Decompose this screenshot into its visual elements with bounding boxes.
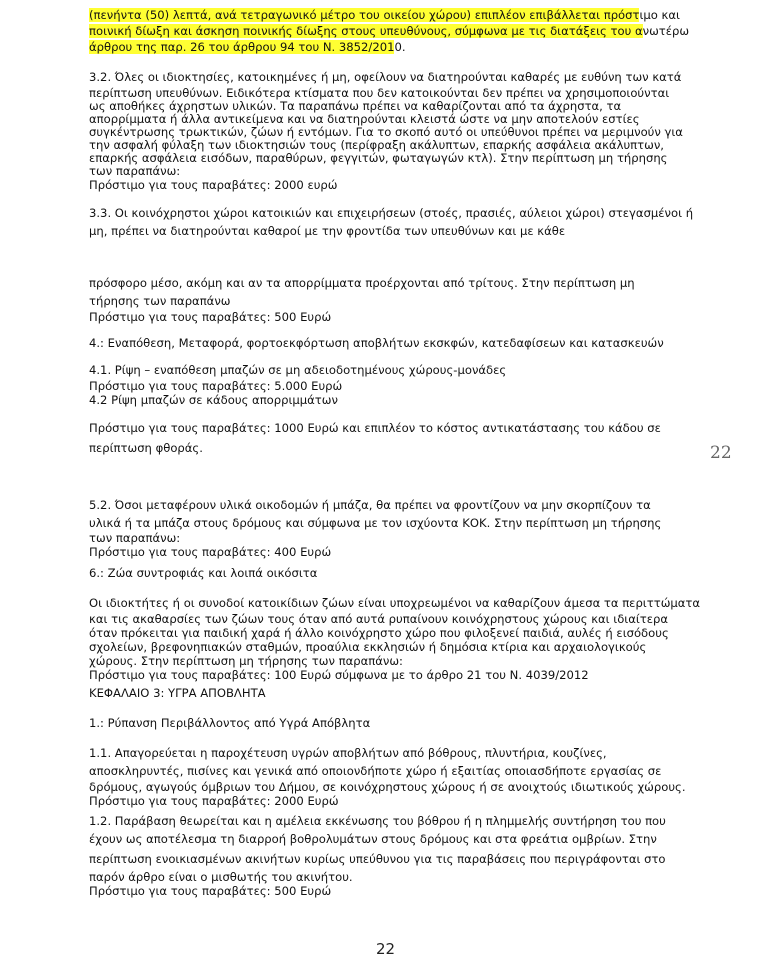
page-number-side: 22 [710, 443, 732, 463]
section-3-3-line: πρόσφορο μέσο, ακόμη και αν τα απορρίμματα προέρχονται από τρίτους. Στην περίπτωση μη [89, 276, 635, 290]
section-3-2-line: των παραπάνω: [89, 164, 181, 178]
section-6-line: Οι ιδιοκτήτες ή οι συνοδοί κατοικίδιων ζώων είναι υποχρεωμένοι να καθαρίζουν άμεσα τα περιττώματα [89, 596, 701, 610]
text: 0. [394, 40, 406, 54]
highlighted-text: (πενήντα (50) λεπτά, ανά τετραγωνικό μέτρο του οικείου χώρου) επιπλέον επιβάλλεται πρόστ [89, 8, 640, 22]
section-1-1-line: δρόμους, αγωγούς όμβριων του Δήμου, σε κοινόχρηστους χώρους ή σε ανοιχτούς ιδιωτικούς χώρους. [89, 780, 686, 794]
section-6-line: χώρους. Στην περίπτωση μη τήρησης των παραπάνω: [89, 654, 403, 668]
fine-line: Πρόστιμο για τους παραβάτες: 2000 Ευρώ [89, 794, 339, 808]
section-3-2-line: περίπτωση υπευθύνων. Ειδικότερα κτίσματα που δεν κατοικούνται δεν πρέπει να χρησιμοποιούνται [89, 86, 670, 100]
section-4-heading: 4.: Εναπόθεση, Μεταφορά, φορτοεκφόρτωση αποβλήτων εκσκφών, κατεδαφίσεων και κατασκευών [89, 336, 664, 350]
section-4-line: περίπτωση φθοράς. [89, 441, 203, 455]
fine-line: Πρόστιμο για τους παραβάτες: 500 Ευρώ [89, 310, 332, 324]
section-6-line: όταν πρόκειται για παιδική χαρά ή άλλο κοινόχρηστο χώρο που φιλοξενεί παιδιά, αυλές ή εισόδους [89, 626, 669, 640]
section-1-1-line: 1.1. Απαγορεύεται η παροχέτευση υγρών αποβλήτων από βόθρους, πλυντήρια, κουζίνες, [89, 746, 607, 760]
section-4-2-heading: 4.2 Ρίψη μπαζών σε κάδους απορριμμάτων [89, 393, 338, 407]
section-5-2-line: υλικά ή τα μπάζα στους δρόμους και σύμφωνα με τον ισχύοντα ΚΟΚ. Στην περίπτωση μη τήρησης [89, 516, 662, 530]
text: νωτέρω [642, 24, 690, 38]
section-1-1-line: αποσκληρυντές, πισίνες και γενικά από οποιονδήποτε χώρο ή εξαιτίας οποιασδήποτε εργασίας σε [89, 764, 662, 778]
fine-line: Πρόστιμο για τους παραβάτες: 500 Ευρώ [89, 884, 332, 898]
section-3-2-line: την ασφαλή φύλαξη των ιδιοκτησιών τους (περίφραξη ακάλυπτων, επαρκής ασφάλεια ακάλυπτων, [89, 138, 664, 152]
intro-line-2 [89, 24, 689, 38]
page-number-footer: 22 [376, 940, 396, 958]
section-4-1-heading: 4.1. Ρίψη – εναπόθεση μπαζών σε μη αδειοδοτημένους χώρους-μονάδες [89, 363, 507, 377]
highlighted-text: άρθρου της παρ. 26 του άρθρου 94 του Ν. 3852/201 [89, 40, 395, 54]
section-5-2-line: των παραπάνω: [89, 531, 181, 545]
section-3-2-line: ως αποθήκες άχρηστων υλικών. Τα παραπάνω πρέπει να καθαρίζονται από τα άχρηστα, τα [89, 99, 622, 113]
chapter-heading: ΚΕΦΑΛΑΙΟ 3: ΥΓΡΑ ΑΠΟΒΛΗΤΑ [89, 686, 266, 700]
section-6-heading: 6.: Ζώα συντροφιάς και λοιπά οικόσιτα [89, 566, 318, 580]
fine-line: Πρόστιμο για τους παραβάτες: 2000 ευρώ [89, 178, 338, 192]
section-3-2-line: απορρίμματα ή άλλα αντικείμενα και να διατηρούνται κλειστά ώστε να μην αποτελούν εστίες [89, 112, 640, 126]
section-3-3-line: τήρησης των παραπάνω [89, 294, 231, 308]
section-1-2-line: παρόν άρθρο είναι ο μισθωτής του ακινήτου. [89, 870, 353, 884]
text: ιμο και [639, 8, 680, 22]
fine-line: Πρόστιμο για τους παραβάτες: 1000 Ευρώ και επιπλέον το κόστος αντικατάστασης του κάδου σε [89, 421, 661, 435]
section-1-2-line: περίπτωση ενοικιασμένων ακινήτων κυρίως υπεύθυνου για τις παραβάσεις που περιγράφονται στο [89, 852, 666, 866]
fine-line: Πρόστιμο για τους παραβάτες: 100 Ευρώ σύμφωνα με το άρθρο 21 του Ν. 4039/2012 [89, 668, 589, 682]
highlighted-text: ποινική δίωξη και άσκηση ποινικής δίωξης στους υπευθύνους, σύμφωνα με τις διατάξεις του α [89, 24, 643, 38]
section-1-2-line: 1.2. Παράβαση θεωρείται και η αμέλεια εκκένωσης του βόθρου ή η πλημμελής συντήρηση του που [89, 814, 666, 828]
section-1-2-line: έχουν ως αποτέλεσμα τη διαρροή βοθρολυμάτων στους δρόμους και στα φρεάτια ομβρίων. Στην [89, 832, 657, 846]
section-6-line: σχολείων, βρεφονηπιακών σταθμών, προαύλια εκκλησιών ή δημόσια κτίρια και αρχαιολογικούς [89, 640, 647, 654]
intro-line-3 [89, 40, 406, 54]
fine-line: Πρόστιμο για τους παραβάτες: 400 Ευρώ [89, 545, 332, 559]
section-3-2-line: 3.2. Όλες οι ιδιοκτησίες, κατοικημένες ή μη, οφείλουν να διατηρούνται καθαρές με ευθύνη των κατά [89, 70, 682, 84]
section-3-2-line: συγκέντρωσης τρωκτικών, ζώων ή εντόμων. Για το σκοπό αυτό οι υπεύθυνοι πρέπει να μεριμνούν για [89, 125, 683, 139]
section-1-heading: 1.: Ρύπανση Περιβάλλοντος από Υγρά Απόβλητα [89, 716, 371, 730]
section-3-3-line: μη, πρέπει να διατηρούνται καθαροί με την φροντίδα των υπευθύνων και με κάθε [89, 224, 566, 238]
intro-line-1 [89, 8, 680, 22]
section-6-line: και τις ακαθαρσίες των ζώων τους όταν από αυτά ρυπαίνουν κοινόχρηστους χώρους και ιδιαίτερα [89, 612, 669, 626]
section-5-2-line: 5.2. Όσοι μεταφέρουν υλικά οικοδομών ή μπάζα, θα πρέπει να φροντίζουν να μην σκορπίζουν τα [89, 498, 651, 512]
section-3-2-line: επαρκής ασφάλεια εισόδων, παραθύρων, φεγγιτών, φωταγωγών κτλ). Στην περίπτωση μη τήρησης [89, 151, 668, 165]
section-3-3-line: 3.3. Οι κοινόχρηστοι χώροι κατοικιών και επιχειρήσεων (στοές, πρασιές, αύλειοι χώροι) στεγασμένοι ή [89, 206, 694, 220]
fine-line: Πρόστιμο για τους παραβάτες: 5.000 Ευρώ [89, 379, 343, 393]
